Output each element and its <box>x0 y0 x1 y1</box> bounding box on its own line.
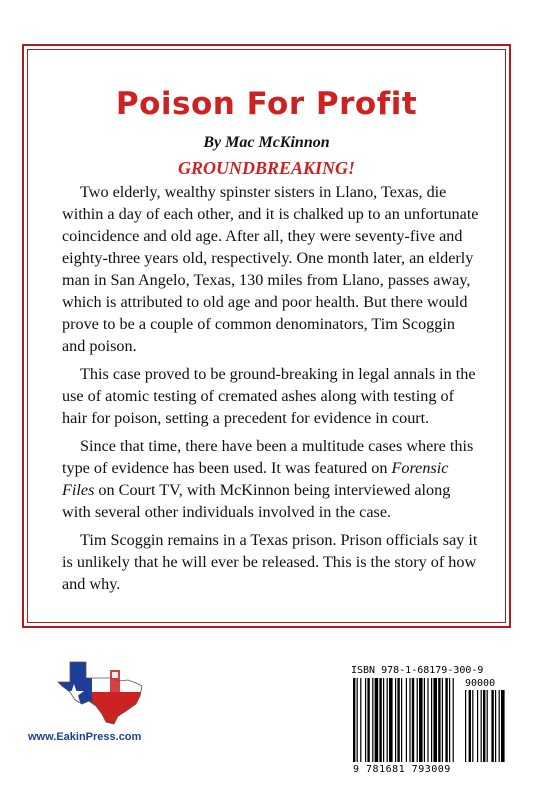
barcode-bar <box>379 678 381 762</box>
barcode-addon-bar <box>483 690 485 762</box>
barcode-bar <box>401 678 402 762</box>
synopsis-paragraph-3 <box>62 435 480 523</box>
cover-frame <box>22 44 511 628</box>
synopsis <box>62 181 480 601</box>
barcode-bar <box>397 678 399 762</box>
show-title: Forensic Files <box>62 459 449 499</box>
barcode-addon-bar <box>469 690 471 762</box>
barcode-bar <box>357 678 358 762</box>
barcode-addon-bar <box>499 690 500 762</box>
price-code: 90000 <box>465 678 496 689</box>
barcode-bar <box>409 678 410 762</box>
barcode-bar <box>406 678 407 762</box>
tagline: GROUNDBREAKING! <box>177 158 356 178</box>
barcode-bar <box>353 678 355 762</box>
barcode-bar <box>375 678 379 762</box>
texas-map-logo-icon <box>56 656 148 726</box>
barcode-bar <box>427 678 428 762</box>
barcode-bars <box>353 678 509 764</box>
barcode-bar <box>424 678 425 762</box>
barcode-bar <box>412 678 414 762</box>
isbn-label: ISBN 978-1-68179-300-9 <box>351 665 484 676</box>
barcode-bar <box>372 678 373 762</box>
synopsis-paragraph-4: Tim Scoggin remains in a Texas prison. Prison officials say it is unlikely that he will ever be released. This is the story of how and why. <box>62 531 478 593</box>
barcode-addon-bar <box>465 690 466 762</box>
barcode-bar <box>419 678 423 762</box>
barcode-bar <box>449 678 450 762</box>
barcode-bar <box>453 678 454 762</box>
barcode-bar <box>417 678 418 762</box>
barcode-bar <box>395 678 396 762</box>
barcode-addon-bar <box>491 690 493 762</box>
barcode-bar <box>438 678 440 762</box>
barcode-bar <box>433 678 437 762</box>
barcode-addon-bar <box>477 690 478 762</box>
barcode-bar <box>389 678 393 762</box>
synopsis-paragraph-1: Two elderly, wealthy spinster sisters in Llano, Texas, die within a day of each other, and it is chalked up to an unfortunate coincidence and old age. After all, they were seventy-five and eighty-three years old, respectively. One month later, an elderly man in San Angelo, Texas, 130 miles from Llano, passes away, which is attributed to old age and poor health. But there would prove to be a couple of common denominators, Tim Scoggin and poison. <box>62 183 479 355</box>
barcode-addon-bar <box>501 690 505 762</box>
barcode-bar <box>431 678 432 762</box>
barcode-addon-bar <box>487 690 488 762</box>
barcode-bar <box>383 678 384 762</box>
barcode-digits: 9 781681 793009 <box>353 764 451 775</box>
barcode-bar <box>367 678 369 762</box>
book-title: Poison For Profit <box>115 86 418 122</box>
barcode-addon-bar <box>495 690 496 762</box>
p3-text-after: on Court TV, with McKinnon being interviewed along with several other individuals involved in the case. <box>62 481 451 521</box>
isbn-barcode <box>345 664 515 784</box>
barcode-addon-bar <box>472 690 473 762</box>
barcode-bar <box>360 678 361 762</box>
publisher-url[interactable]: www.EakinPress.com <box>28 731 142 743</box>
barcode-bar <box>442 678 443 762</box>
p3-text-before: Since that time, there have been a multitude cases where this type of evidence has been used. It was featured on <box>62 437 474 477</box>
barcode-bar <box>365 678 366 762</box>
barcode-bar <box>387 678 388 762</box>
synopsis-paragraph-2: This case proved to be ground-breaking in legal annals in the use of atomic testing of cremated ashes along with testing of hair for poison, setting a precedent for evidence in court. <box>62 365 476 427</box>
barcode-bar <box>445 678 447 762</box>
book-author: By Mac McKinnon <box>203 134 330 151</box>
barcode-addon-bar <box>481 690 482 762</box>
